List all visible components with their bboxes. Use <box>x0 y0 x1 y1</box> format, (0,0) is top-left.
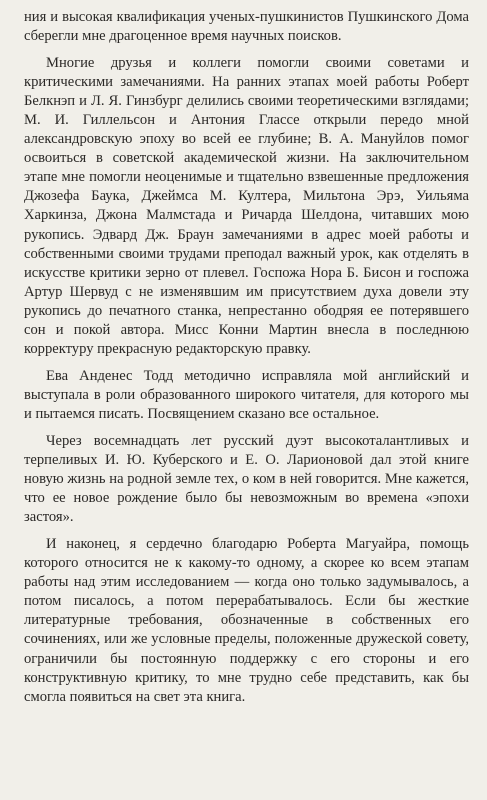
paragraph-1: ния и высокая квалификация ученых-пушкинистов Пушкинского Дома сберегли мне драгоценное время научных поисков. <box>24 9 469 45</box>
document-page <box>24 8 469 707</box>
paragraph-gap <box>24 46 469 54</box>
paragraph-2: Многие друзья и коллеги помогли своими советами и критическими замечаниями. На ранних этапах моей работы Роберт Белкнэп и Л. Я. Гинзбург делились своими теоретическими взглядами; М. И. Гиллельсон и Антония Глассе открыли передо мной александровскую эпоху во всей ее глубине; В. А. Мануйлов помог освоиться в советской академической жизни. На заключительном этапе мне помогли неоценимые и тщательно взвешенные предложения Джозефа Баука, Джеймса М. Култера, Мильтона Эрэ, Уильяма Харкинза, Джона Малмстада и Ричарда Шелдона, читавших мою рукопись. Эдвард Дж. Браун замечаниями в адрес моей работы и собственными своими трудами преподал важный урок, как отделять в искусстве критики зерно от плевел. Госпожа Нора Б. Бисон и госпожа Артур Шервуд с не изменявшим им присутствием духа довели эту рукопись до печатного станка, непрестанно ободряя ее потерявшего сон и покой автора. Мисс Конни Мартин внесла в последнюю корректуру прекрасную редакторскую правку. <box>24 55 469 357</box>
paragraph-4: Через восемнадцать лет русский дуэт высокоталантливых и терпеливых И. Ю. Куберского и Е. О. Ларионовой дал этой книге новую жизнь на родной земле тех, о ком в ней говорится. Мне кажется, что ее новое рождение было бы невозможным во времена «эпохи застоя». <box>24 432 469 526</box>
paragraph-gap <box>24 527 469 535</box>
paragraph-gap <box>24 359 469 367</box>
paragraph-5: И наконец, я сердечно благодарю Роберта Магуайра, помощь которого относится не к какому-то одному, а скорее ко всем этапам работы над этим исследованием — когда оно только задумывалось, а потом писалось, а потом перерабатывалось. Если бы жесткие литературные требования, обозначенные в собственных его сочинениях, или же условные пределы, положенные дружеской совету, ограничили бы постоянную поддержку с его стороны и его конструктивную критику, то мне трудно себе представить, как бы смогла появиться на свет эта книга. <box>24 536 469 705</box>
paragraph-3: Ева Анденес Тодд методично исправляла мой английский и выступала в роли образованного широкого читателя, для которого мы и пытаемся писать. Посвящением сказано все остальное. <box>24 367 469 422</box>
paragraph-gap <box>24 424 469 432</box>
